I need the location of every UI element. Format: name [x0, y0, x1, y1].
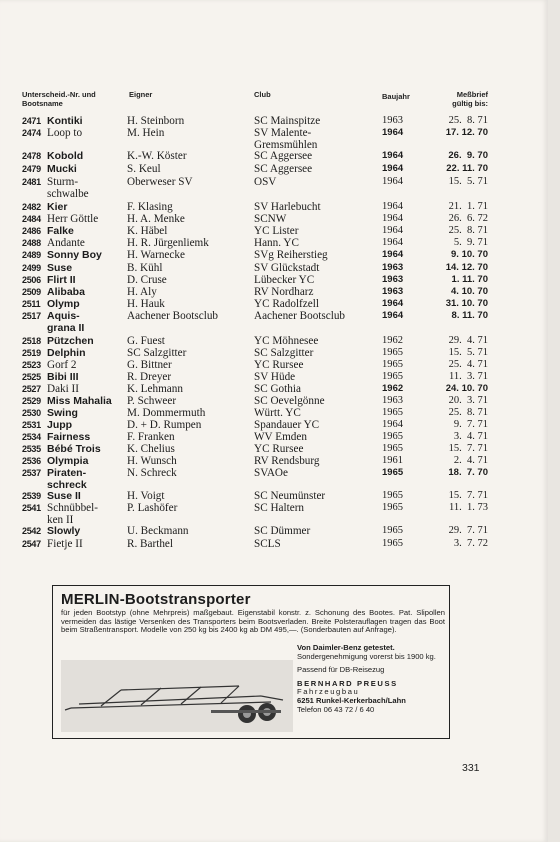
club-name: SCLS — [254, 538, 281, 550]
club-name: YC Rursee — [254, 443, 304, 455]
owner-name: D. + D. Rumpen — [127, 419, 202, 431]
measurement-valid-until: 31. 10. 70 — [445, 298, 488, 309]
build-year: 1963 — [382, 395, 403, 406]
measurement-valid-until: 25. 8. 71 — [448, 115, 488, 126]
boat-name: Falke — [47, 225, 74, 237]
measurement-valid-until: 26. 6. 72 — [448, 213, 488, 224]
boat-name: Gorf 2 — [47, 359, 77, 371]
build-year: 1964 — [382, 225, 403, 236]
build-year: 1964 — [382, 419, 403, 430]
boat-name: Swing — [47, 407, 78, 419]
row-number: 2542 — [22, 526, 41, 536]
build-year: 1964 — [382, 163, 404, 174]
header-owner: Eigner — [129, 90, 153, 99]
build-year: 1963 — [382, 274, 404, 285]
row-number: 2489 — [22, 250, 41, 260]
row-number: 2547 — [22, 539, 41, 549]
build-year: 1965 — [382, 347, 403, 358]
advertisement — [52, 585, 450, 739]
row-number: 2482 — [22, 202, 41, 212]
measurement-valid-until: 9. 7. 71 — [453, 419, 488, 430]
boat-name: Olymp — [47, 298, 80, 310]
club-name: SC Dümmer — [254, 525, 311, 537]
measurement-valid-until: 9. 10. 70 — [451, 249, 488, 260]
boat-name: Andante — [47, 237, 85, 249]
header-number: Unterscheid.-Nr. und Bootsname — [22, 90, 96, 108]
row-number: 2479 — [22, 164, 41, 174]
club-name: SC Neumünster — [254, 490, 326, 502]
boat-name: Suse — [47, 262, 73, 274]
header-year: Baujahr — [382, 92, 410, 101]
boat-name: Fairness — [47, 431, 91, 443]
boat-name: Sonny Boy — [47, 249, 102, 261]
owner-name: K. Häbel — [127, 225, 168, 237]
row-number: 2541 — [22, 503, 41, 513]
build-year: 1962 — [382, 335, 403, 346]
build-year: 1964 — [382, 176, 403, 187]
build-year: 1965 — [382, 431, 403, 442]
boat-name: Aquis- grana II — [47, 310, 85, 335]
row-number: 2517 — [22, 311, 41, 321]
build-year: 1964 — [382, 150, 404, 161]
row-number: 2486 — [22, 226, 41, 236]
club-name: SV Glückstadt — [254, 262, 320, 274]
row-number: 2531 — [22, 420, 41, 430]
owner-name: H. Warnecke — [127, 249, 185, 261]
ad-body-text: für jeden Bootstyp (ohne Mehrpreis) maßgebaut. Eigenstabil konstr. z. Schonung des Bootes. Pat. Slipollen vermeiden das lästige Versenken des Transporters beim Bootsverladen. Breite Polsterauflagen tragen das Boot beim Straßentransport. Modelle von 250 kg bis 2400 kg ab DM 495,—. (Sonderbauten auf Anfrage). — [61, 608, 445, 635]
boat-trailer-illustration — [61, 660, 293, 732]
row-number: 2530 — [22, 408, 41, 418]
row-number: 2534 — [22, 432, 41, 442]
owner-name: G. Fuest — [127, 335, 165, 347]
ad-contact-block — [297, 644, 447, 714]
club-name: SV Malente- Gremsmühlen — [254, 127, 318, 152]
build-year: 1963 — [382, 262, 404, 273]
club-name: OSV — [254, 176, 277, 188]
boat-name: Loop to — [47, 127, 83, 139]
owner-name: M. Hein — [127, 127, 165, 139]
club-name: SC Gothia — [254, 383, 301, 395]
boat-name: Pützchen — [47, 335, 94, 347]
boat-name: Flirt II — [47, 274, 76, 286]
ad-rail: Passend für DB-Reisezug — [297, 665, 385, 675]
club-name: YC Rursee — [254, 359, 304, 371]
owner-name: H. Wunsch — [127, 455, 177, 467]
club-name: SC Mainspitze — [254, 115, 321, 127]
owner-name: H. Hauk — [127, 298, 165, 310]
row-number: 2529 — [22, 396, 41, 406]
build-year: 1964 — [382, 310, 404, 321]
boat-name: Kier — [47, 201, 68, 213]
measurement-valid-until: 25. 8. 71 — [448, 407, 488, 418]
row-number: 2523 — [22, 360, 41, 370]
measurement-valid-until: 15. 7. 71 — [448, 490, 488, 501]
build-year: 1964 — [382, 213, 403, 224]
build-year: 1965 — [382, 490, 403, 501]
owner-name: H. R. Jürgenliemk — [127, 237, 209, 249]
owner-name: S. Keul — [127, 163, 161, 175]
owner-name: G. Bittner — [127, 359, 172, 371]
boat-name: Delphin — [47, 347, 86, 359]
measurement-valid-until: 2. 4. 71 — [453, 455, 488, 466]
build-year: 1964 — [382, 127, 404, 138]
boat-name: Olympia — [47, 455, 89, 467]
build-year: 1965 — [382, 359, 403, 370]
measurement-valid-until: 29. 7. 71 — [448, 525, 488, 536]
club-name: Württ. YC — [254, 407, 301, 419]
club-name: SC Oevelgönne — [254, 395, 325, 407]
build-year: 1961 — [382, 455, 403, 466]
club-name: Aachener Bootsclub — [254, 310, 346, 322]
build-year: 1965 — [382, 407, 403, 418]
page-number: 331 — [462, 762, 480, 774]
club-name: Spandauer YC — [254, 419, 320, 431]
row-number: 2518 — [22, 336, 41, 346]
owner-name: P. Lashöfer — [127, 502, 178, 514]
club-name: WV Emden — [254, 431, 307, 443]
measurement-valid-until: 26. 9. 70 — [448, 150, 488, 161]
row-number: 2536 — [22, 456, 41, 466]
build-year: 1964 — [382, 237, 403, 248]
row-number: 2488 — [22, 238, 41, 248]
club-name: YC Lister — [254, 225, 299, 237]
ad-company: BERNHARD PREUSS — [297, 678, 398, 688]
row-number: 2471 — [22, 116, 41, 126]
owner-name: M. Dommermuth — [127, 407, 206, 419]
owner-name: R. Barthel — [127, 538, 173, 550]
measurement-valid-until: 3. 4. 71 — [453, 431, 488, 442]
measurement-valid-until: 18. 7. 70 — [448, 467, 488, 478]
measurement-valid-until: 11. 1. 73 — [449, 502, 488, 513]
measurement-valid-until: 14. 12. 70 — [445, 262, 488, 273]
ad-phone: Telefon 06 43 72 / 6 40 — [297, 704, 375, 714]
club-name: SVAOe — [254, 467, 288, 479]
club-name: SV Harlebucht — [254, 201, 321, 213]
club-name: Hann. YC — [254, 237, 299, 249]
measurement-valid-until: 3. 7. 72 — [453, 538, 488, 549]
club-name: SV Hüde — [254, 371, 296, 383]
measurement-valid-until: 25. 8. 71 — [448, 225, 488, 236]
club-name: SC Salzgitter — [254, 347, 314, 359]
build-year: 1965 — [382, 502, 403, 513]
boat-name: Herr Göttle — [47, 213, 99, 225]
owner-name: P. Schweer — [127, 395, 177, 407]
measurement-valid-until: 24. 10. 70 — [445, 383, 488, 394]
row-number: 2511 — [22, 299, 41, 309]
club-name: RV Nordharz — [254, 286, 314, 298]
build-year: 1964 — [382, 201, 403, 212]
boat-name: Schnübbel- ken II — [47, 502, 98, 527]
measurement-valid-until: 1. 11. 70 — [451, 274, 488, 285]
row-number: 2525 — [22, 372, 41, 382]
ad-approval: Sondergenehmigung vorerst bis 1900 kg. — [297, 651, 436, 661]
owner-name: Aachener Bootsclub — [127, 310, 219, 322]
ad-company-sub: Fahrzeugbau — [297, 687, 360, 697]
owner-name: U. Beckmann — [127, 525, 189, 537]
boat-name: Suse II — [47, 490, 81, 502]
owner-name: K. Chelius — [127, 443, 175, 455]
club-name: SCNW — [254, 213, 287, 225]
owner-name: F. Franken — [127, 431, 175, 443]
build-year: 1965 — [382, 371, 403, 382]
measurement-valid-until: 21. 1. 71 — [448, 201, 488, 212]
owner-name: R. Dreyer — [127, 371, 172, 383]
owner-name: B. Kühl — [127, 262, 163, 274]
measurement-valid-until: 11. 3. 71 — [449, 371, 488, 382]
owner-name: SC Salzgitter — [127, 347, 187, 359]
owner-name: H. Voigt — [127, 490, 165, 502]
build-year: 1963 — [382, 286, 404, 297]
measurement-valid-until: 17. 12. 70 — [445, 127, 488, 138]
ad-address: 6251 Runkel-Kerkerbach/Lahn — [297, 695, 406, 705]
measurement-valid-until: 25. 4. 71 — [448, 359, 488, 370]
boat-name: Kontiki — [47, 115, 83, 127]
owner-name: K.-W. Köster — [127, 150, 187, 162]
measurement-valid-until: 5. 9. 71 — [453, 237, 488, 248]
build-year: 1965 — [382, 467, 404, 478]
club-name: SC Aggersee — [254, 163, 313, 175]
build-year: 1964 — [382, 298, 404, 309]
measurement-valid-until: 15. 7. 71 — [448, 443, 488, 454]
boat-name: Piraten- schreck — [47, 467, 87, 492]
boat-name: Fietje II — [47, 538, 83, 550]
build-year: 1963 — [382, 115, 403, 126]
measurement-valid-until: 22. 11. 70 — [446, 163, 488, 174]
ad-tested: Von Daimler-Benz getestet. — [297, 643, 395, 652]
build-year: 1964 — [382, 249, 404, 260]
boat-name: Bibi III — [47, 371, 79, 383]
boat-name: Bébé Trois — [47, 443, 101, 455]
row-number: 2519 — [22, 348, 41, 358]
row-number: 2537 — [22, 468, 41, 478]
boat-name: Kobold — [47, 150, 84, 162]
club-name: YC Radolfzell — [254, 298, 319, 310]
header-measure-valid: Meßbrief gültig bis: — [452, 90, 488, 108]
measurement-valid-until: 8. 11. 70 — [451, 310, 488, 321]
club-name: YC Möhnesee — [254, 335, 319, 347]
boat-name: Mucki — [47, 163, 77, 175]
row-number: 2539 — [22, 491, 41, 501]
boat-name: Miss Mahalia — [47, 395, 112, 407]
ad-title: MERLIN-Bootstransporter — [61, 591, 251, 608]
measurement-valid-until: 15. 5. 71 — [448, 347, 488, 358]
row-number: 2509 — [22, 287, 41, 297]
row-number: 2535 — [22, 444, 41, 454]
owner-name: N. Schreck — [127, 467, 177, 479]
measurement-valid-until: 4. 10. 70 — [451, 286, 488, 297]
row-number: 2527 — [22, 384, 41, 394]
measurement-valid-until: 29. 4. 71 — [448, 335, 488, 346]
club-name: SC Haltern — [254, 502, 305, 514]
owner-name: D. Cruse — [127, 274, 167, 286]
row-number: 2481 — [22, 177, 41, 187]
club-name: SC Aggersee — [254, 150, 313, 162]
row-number: 2474 — [22, 128, 41, 138]
owner-name: H. Steinborn — [127, 115, 185, 127]
owner-name: F. Klasing — [127, 201, 173, 213]
owner-name: H. Aly — [127, 286, 157, 298]
build-year: 1965 — [382, 443, 403, 454]
club-name: SVg Reiherstieg — [254, 249, 328, 261]
row-number: 2484 — [22, 214, 41, 224]
boat-name: Sturm- schwalbe — [47, 176, 89, 201]
page-edge — [548, 0, 560, 842]
owner-name: Oberweser SV — [127, 176, 193, 188]
row-number: 2506 — [22, 275, 41, 285]
boat-name: Jupp — [47, 419, 73, 431]
build-year: 1962 — [382, 383, 404, 394]
owner-name: K. Lehmann — [127, 383, 183, 395]
owner-name: H. A. Menke — [127, 213, 185, 225]
boat-name: Slowly — [47, 525, 81, 537]
club-name: Lübecker YC — [254, 274, 315, 286]
row-number: 2499 — [22, 263, 41, 273]
header-club: Club — [254, 90, 271, 99]
build-year: 1965 — [382, 525, 403, 536]
row-number: 2478 — [22, 151, 41, 161]
boat-name: Alibaba — [47, 286, 85, 298]
measurement-valid-until: 15. 5. 71 — [448, 176, 488, 187]
measurement-valid-until: 20. 3. 71 — [448, 395, 488, 406]
club-name: RV Rendsburg — [254, 455, 320, 467]
build-year: 1965 — [382, 538, 403, 549]
boat-name: Daki II — [47, 383, 79, 395]
